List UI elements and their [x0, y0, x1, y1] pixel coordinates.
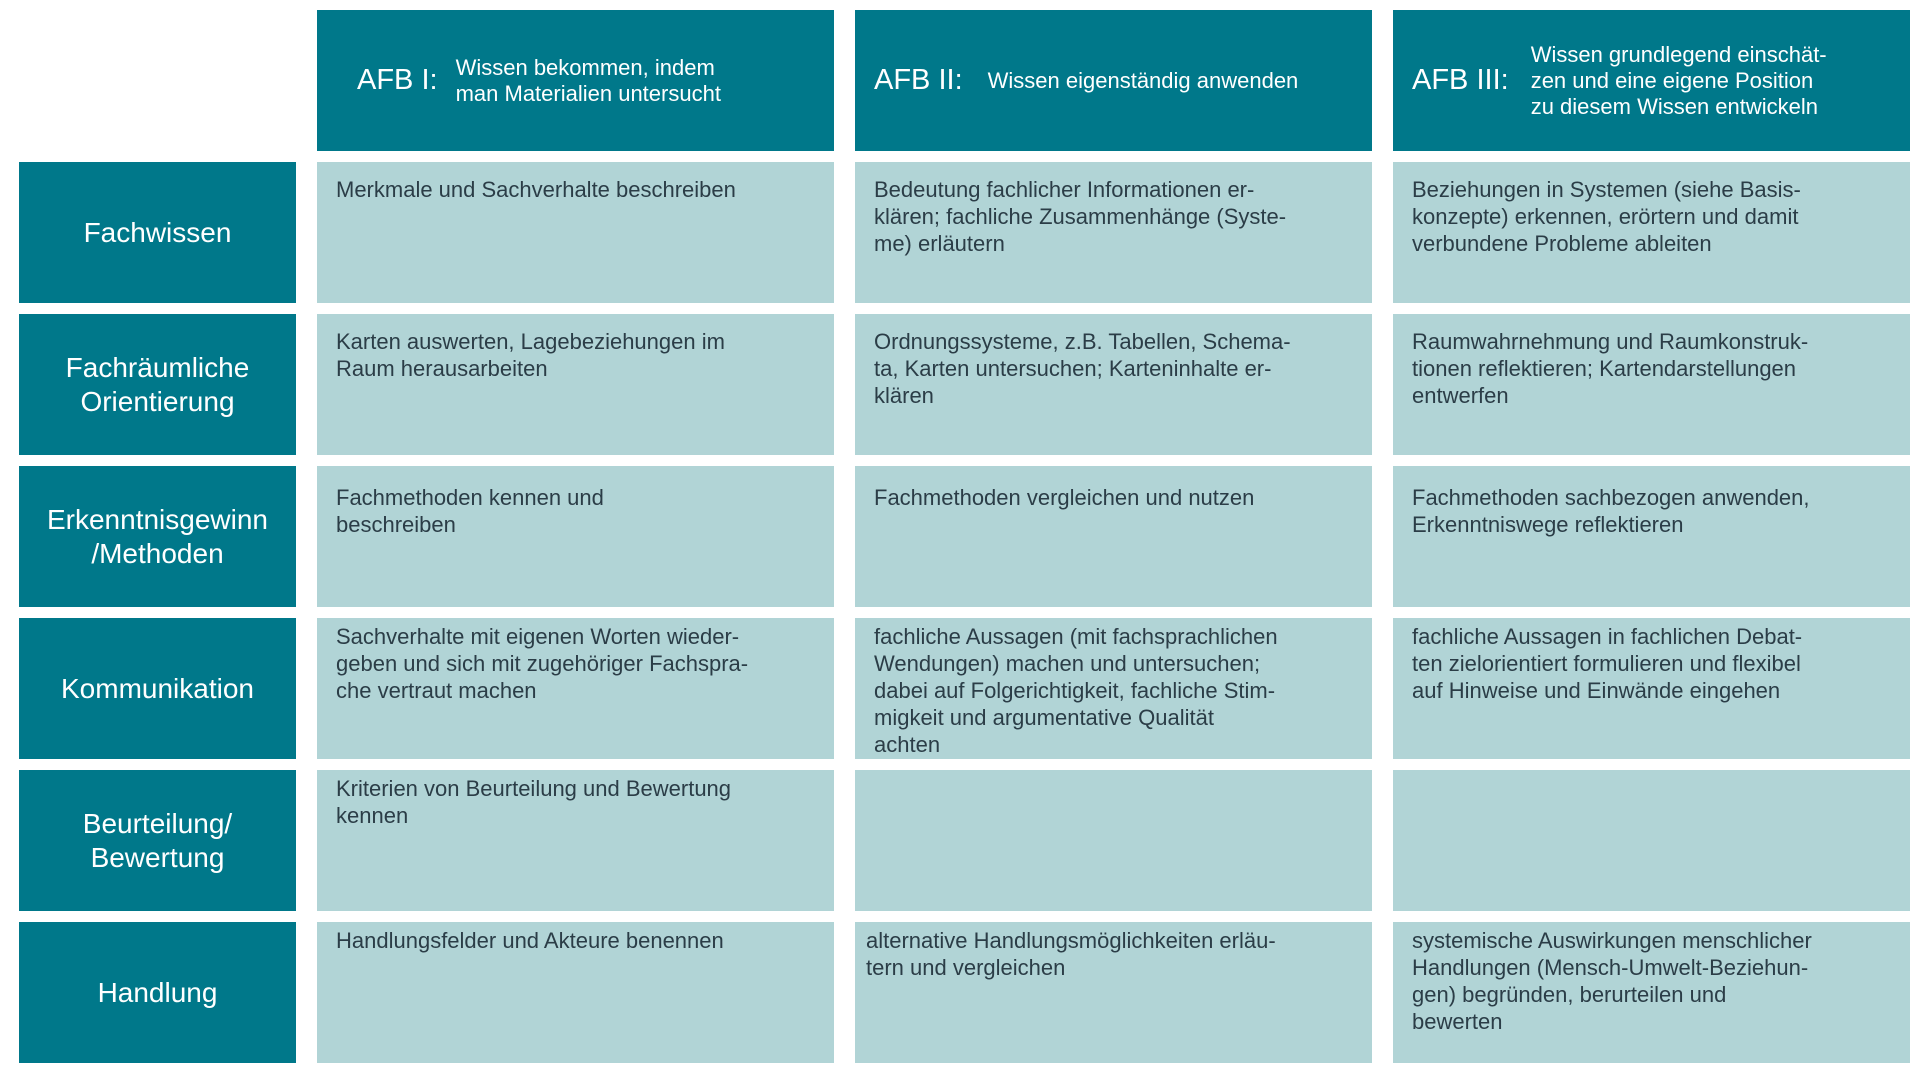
row-header-fachwissen: Fachwissen — [19, 162, 296, 303]
table-cell: alternative Handlungsmöglichkeiten erläu- tern und vergleichen — [855, 922, 1372, 1063]
column-header-afb-3 — [1393, 10, 1910, 151]
row-header-kommunikation: Kommunikation — [19, 618, 296, 759]
table-cell — [855, 770, 1372, 911]
afb-level-label: AFB I: — [357, 64, 438, 96]
table-cell: Fachmethoden vergleichen und nutzen — [855, 466, 1372, 607]
table-cell: Ordnungssysteme, z.B. Tabellen, Schema- ta, Karten untersuchen; Karteninhalte er- klären — [855, 314, 1372, 455]
afb-level-description: Wissen eigenständig anwenden — [987, 67, 1299, 93]
table-cell: Merkmale und Sachverhalte beschreiben — [317, 162, 834, 303]
column-header-afb-1 — [317, 10, 834, 151]
afb-level-description: Wissen bekommen, indem man Materialien untersucht — [455, 54, 721, 106]
row-header-fachraeumliche-orientierung: Fachräumliche Orientierung — [19, 314, 296, 455]
row-header-erkenntnisgewinn-methoden: Erkenntnisgewinn /Methoden — [19, 466, 296, 607]
table-cell: Karten auswerten, Lagebeziehungen im Raum herausarbeiten — [317, 314, 834, 455]
table-cell: Kriterien von Beurteilung und Bewertung kennen — [317, 770, 834, 911]
afb-level-description: Wissen grundlegend einschät- zen und eine eigene Position zu diesem Wissen entwickeln — [1530, 41, 1827, 119]
table-cell: systemische Auswirkungen menschlicher Handlungen (Mensch-Umwelt-Beziehun- gen) begründen, berurteilen und bewerten — [1393, 922, 1910, 1063]
row-header-beurteilung-bewertung: Beurteilung/ Bewertung — [19, 770, 296, 911]
competency-table — [19, 10, 1901, 1064]
afb-level-label: AFB III: — [1412, 64, 1509, 96]
table-cell: Bedeutung fachlicher Informationen er- klären; fachliche Zusammenhänge (Syste- me) erläutern — [855, 162, 1372, 303]
table-cell — [1393, 770, 1910, 911]
table-cell: Raumwahrnehmung und Raumkonstruk- tionen reflektieren; Kartendarstellungen entwerfen — [1393, 314, 1910, 455]
table-corner — [19, 10, 296, 151]
table-cell: Beziehungen in Systemen (siehe Basis- konzepte) erkennen, erörtern und damit verbundene Probleme ableiten — [1393, 162, 1910, 303]
table-cell: Handlungsfelder und Akteure benennen — [317, 922, 834, 1063]
row-header-handlung: Handlung — [19, 922, 296, 1063]
table-cell: Fachmethoden sachbezogen anwenden, Erkenntniswege reflektieren — [1393, 466, 1910, 607]
table-cell: fachliche Aussagen in fachlichen Debat- ten zielorientiert formulieren und flexibel auf Hinweise und Einwände eingehen — [1393, 618, 1910, 759]
afb-level-label: AFB II: — [874, 64, 963, 96]
table-cell: Sachverhalte mit eigenen Worten wieder- geben und sich mit zugehöriger Fachspra- che vertraut machen — [317, 618, 834, 759]
table-cell: Fachmethoden kennen und beschreiben — [317, 466, 834, 607]
column-header-afb-2 — [855, 10, 1372, 151]
table-cell: fachliche Aussagen (mit fachsprachlichen Wendungen) machen und untersuchen; dabei auf Folgerichtigkeit, fachliche Stim- migkeit und argumentative Qualität achten — [855, 618, 1372, 759]
